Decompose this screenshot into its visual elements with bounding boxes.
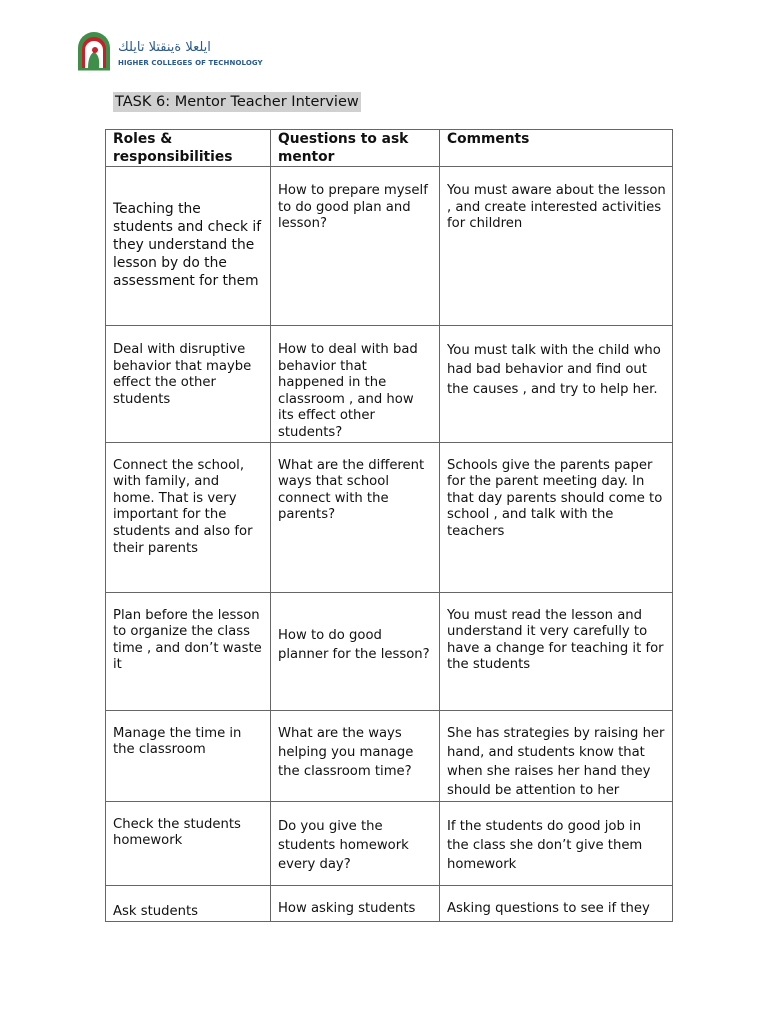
question-text: How asking students — [278, 900, 416, 916]
question-text: Do you give the students homework every day? — [278, 818, 409, 873]
comment-text: Asking questions to see if they — [447, 900, 650, 916]
question-cell — [271, 592, 440, 710]
page-title: TASK 6: Mentor Teacher Interview — [115, 94, 359, 110]
table-row — [106, 710, 673, 801]
table-row — [106, 592, 673, 710]
role-text: Manage the time in the classroom — [113, 725, 242, 758]
table-row — [106, 167, 673, 326]
question-cell — [271, 442, 440, 592]
header-roles: Roles & responsibilities — [106, 130, 271, 167]
role-text: Connect the school, with family, and home. That is very important for the students and also for their parents — [113, 457, 253, 556]
header-questions: Questions to ask mentor — [271, 130, 440, 167]
comment-cell — [440, 326, 673, 443]
question-text: How to deal with bad behavior that happened in the classroom , and how its effect other students? — [278, 342, 418, 440]
question-cell — [271, 326, 440, 443]
question-text: What are the different ways that school connect with the parents? — [278, 457, 425, 523]
question-cell — [271, 710, 440, 801]
comment-text: You must read the lesson and understand it very carefully to have a change for teaching it for the students — [447, 607, 664, 673]
table-header-row — [106, 130, 673, 167]
role-text: Ask students — [113, 903, 199, 919]
comment-text: She has strategies by raising her hand, and students know that when she raises her hand they should be attention to her — [447, 725, 665, 799]
table-row — [106, 326, 673, 443]
comment-text: You must aware about the lesson , and create interested activities for children — [447, 183, 666, 232]
comment-cell — [440, 442, 673, 592]
role-cell — [106, 885, 271, 921]
comment-cell — [440, 801, 673, 885]
role-cell — [106, 710, 271, 801]
question-text: What are the ways helping you manage the classroom time? — [278, 725, 414, 780]
interview-table — [105, 129, 673, 922]
comment-text: If the students do good job in the class she don’t give them homework — [447, 818, 643, 873]
question-cell — [271, 801, 440, 885]
table-row — [106, 442, 673, 592]
table-row — [106, 801, 673, 885]
question-cell — [271, 885, 440, 921]
comment-text: You must talk with the child who had bad behavior and find out the causes , and try to help her. — [447, 343, 661, 397]
role-text: Deal with disruptive behavior that maybe effect the other students — [113, 342, 252, 407]
comment-cell — [440, 592, 673, 710]
comment-cell — [440, 885, 673, 921]
header-comments: Comments — [440, 130, 673, 167]
logo-english-text: HIGHER COLLEGES OF TECHNOLOGY — [118, 59, 263, 67]
question-text: How to do good planner for the lesson? — [278, 627, 430, 662]
table-row — [106, 885, 673, 921]
question-cell — [271, 167, 440, 326]
role-cell — [106, 442, 271, 592]
hct-logo — [74, 32, 274, 76]
role-text: Teaching the students and check if they understand the lesson by do the assessment for them — [113, 201, 262, 289]
comment-cell — [440, 167, 673, 326]
hct-emblem-icon — [74, 32, 114, 72]
role-cell — [106, 167, 271, 326]
role-text: Plan before the lesson to organize the class time , and don’t waste it — [113, 607, 262, 673]
role-cell — [106, 801, 271, 885]
comment-cell — [440, 710, 673, 801]
role-cell — [106, 326, 271, 443]
logo-arabic-text: كليات التقنية العليا — [118, 40, 211, 55]
question-text: How to prepare myself to do good plan and lesson? — [278, 183, 428, 232]
comment-text: Schools give the parents paper for the parent meeting day. In that day parents should come to school , and talk with the teachers — [447, 457, 663, 539]
role-text: Check the students homework — [113, 816, 241, 849]
role-cell — [106, 592, 271, 710]
